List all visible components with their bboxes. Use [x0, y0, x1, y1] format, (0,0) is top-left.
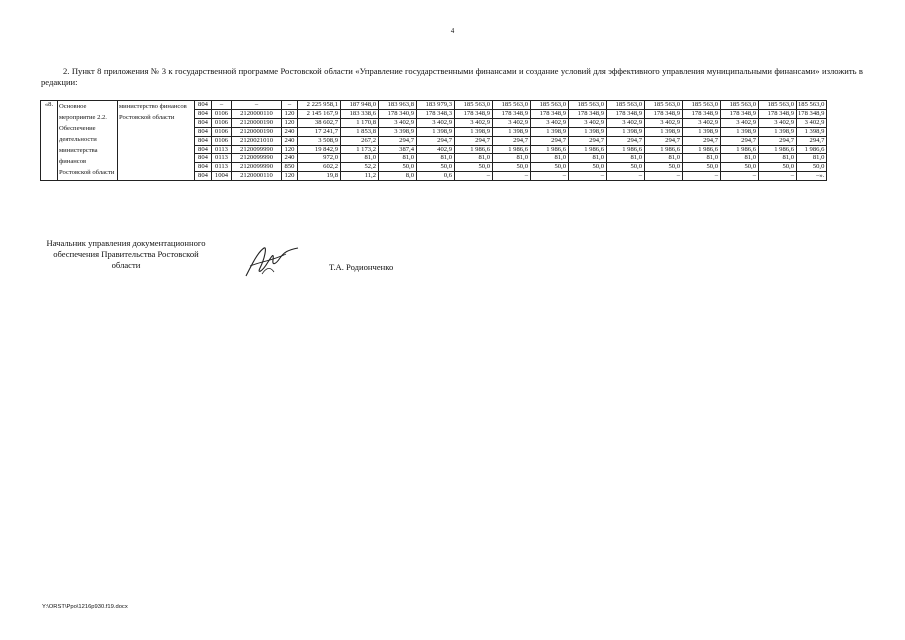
- amount-cell: 50,0: [645, 163, 683, 172]
- amount-cell: 185 563,0: [759, 101, 797, 110]
- amount-cell: –».: [797, 172, 827, 181]
- expense-type-cell: 850: [282, 163, 298, 172]
- amount-cell: 1 173,2: [341, 145, 379, 154]
- amount-cell: –: [645, 172, 683, 181]
- gr-code-cell: 804: [195, 145, 212, 154]
- amount-cell: 8,0: [379, 172, 417, 181]
- handwritten-signature: [240, 242, 302, 282]
- amount-cell: –: [721, 172, 759, 181]
- amount-cell: 1 986,6: [721, 145, 759, 154]
- target-article-cell: 2120099990: [232, 154, 282, 163]
- amount-cell: 178 348,9: [493, 109, 531, 118]
- amount-cell: 0,6: [417, 172, 455, 181]
- amount-cell: 50,0: [379, 163, 417, 172]
- amount-cell: 50,0: [493, 163, 531, 172]
- section-code-cell: 0113: [212, 154, 232, 163]
- amount-cell: 294,7: [417, 136, 455, 145]
- amount-cell: 178 348,3: [417, 109, 455, 118]
- target-article-cell: 2120000190: [232, 118, 282, 127]
- amount-cell: 1 398,9: [721, 127, 759, 136]
- amount-cell: 50,0: [417, 163, 455, 172]
- gr-code-cell: 804: [195, 127, 212, 136]
- amount-cell: 3 402,9: [645, 118, 683, 127]
- amount-cell: 3 402,9: [721, 118, 759, 127]
- amount-cell: 294,7: [721, 136, 759, 145]
- amount-cell: 972,0: [298, 154, 341, 163]
- amount-cell: 50,0: [569, 163, 607, 172]
- amount-cell: –: [683, 172, 721, 181]
- amount-cell: 1 170,8: [341, 118, 379, 127]
- target-article-cell: 2120099990: [232, 163, 282, 172]
- amount-cell: 294,7: [797, 136, 827, 145]
- executor-cell: министерство финансов Ростовской области: [118, 101, 195, 181]
- gr-code-cell: 804: [195, 136, 212, 145]
- amount-cell: –: [759, 172, 797, 181]
- section-code-cell: 1004: [212, 172, 232, 181]
- amount-cell: 2 145 167,9: [298, 109, 341, 118]
- amount-cell: 11,2: [341, 172, 379, 181]
- amount-cell: 178 348,9: [607, 109, 645, 118]
- amount-cell: 50,0: [683, 163, 721, 172]
- amount-cell: 1 986,6: [455, 145, 493, 154]
- amount-cell: 1 986,6: [759, 145, 797, 154]
- amount-cell: 81,0: [721, 154, 759, 163]
- amount-cell: 81,0: [797, 154, 827, 163]
- amount-cell: 1 398,9: [797, 127, 827, 136]
- amount-cell: 3 402,9: [455, 118, 493, 127]
- section-code-cell: 0113: [212, 145, 232, 154]
- amount-cell: 185 563,0: [531, 101, 569, 110]
- amount-cell: 50,0: [607, 163, 645, 172]
- page-number: 4: [450, 27, 455, 35]
- amount-cell: 1 986,6: [797, 145, 827, 154]
- amount-cell: 1 398,9: [455, 127, 493, 136]
- gr-code-cell: 804: [195, 172, 212, 181]
- amount-cell: 185 563,0: [683, 101, 721, 110]
- amount-cell: 3 402,9: [531, 118, 569, 127]
- amount-cell: 1 398,9: [607, 127, 645, 136]
- expense-type-cell: 120: [282, 145, 298, 154]
- amount-cell: 183 963,8: [379, 101, 417, 110]
- section-code-cell: 0106: [212, 118, 232, 127]
- event-name-cell: Основное мероприятие 2.2. Обеспечение деятельности министерства финансов Ростовской области: [58, 101, 118, 181]
- amount-cell: 178 340,9: [379, 109, 417, 118]
- amount-cell: 294,7: [569, 136, 607, 145]
- amount-cell: 50,0: [455, 163, 493, 172]
- amount-cell: 1 986,6: [607, 145, 645, 154]
- amount-cell: 81,0: [645, 154, 683, 163]
- amount-cell: 50,0: [721, 163, 759, 172]
- amount-cell: 1 986,6: [493, 145, 531, 154]
- target-article-cell: 2120099990: [232, 145, 282, 154]
- amount-cell: 52,2: [341, 163, 379, 172]
- row-number-cell: «8.: [41, 101, 58, 181]
- amount-cell: 1 986,6: [645, 145, 683, 154]
- amount-cell: 1 986,6: [569, 145, 607, 154]
- amount-cell: 50,0: [531, 163, 569, 172]
- target-article-cell: 2120000110: [232, 172, 282, 181]
- amount-cell: 19 842,9: [298, 145, 341, 154]
- amount-cell: 1 398,9: [759, 127, 797, 136]
- amount-cell: 1 398,9: [645, 127, 683, 136]
- amount-cell: 3 508,9: [298, 136, 341, 145]
- section-code-cell: –: [212, 101, 232, 110]
- amount-cell: 19,8: [298, 172, 341, 181]
- amount-cell: 294,7: [683, 136, 721, 145]
- amount-cell: 185 563,0: [455, 101, 493, 110]
- amount-cell: 178 348,9: [721, 109, 759, 118]
- amount-cell: 1 398,9: [531, 127, 569, 136]
- amount-cell: 602,2: [298, 163, 341, 172]
- amount-cell: 294,7: [455, 136, 493, 145]
- amount-cell: 3 402,9: [379, 118, 417, 127]
- table-row: [41, 101, 827, 110]
- amount-cell: 38 602,7: [298, 118, 341, 127]
- amount-cell: 185 563,0: [797, 101, 827, 110]
- amount-cell: 81,0: [569, 154, 607, 163]
- target-article-cell: 2120000190: [232, 127, 282, 136]
- section-code-cell: 0106: [212, 109, 232, 118]
- amount-cell: 1 398,9: [683, 127, 721, 136]
- gr-code-cell: 804: [195, 163, 212, 172]
- amount-cell: 3 398,9: [379, 127, 417, 136]
- amount-cell: 3 402,9: [493, 118, 531, 127]
- amount-cell: 81,0: [683, 154, 721, 163]
- amount-cell: 3 402,9: [759, 118, 797, 127]
- signer-name: Т.А. Родионченко: [329, 262, 394, 272]
- amount-cell: 1 986,6: [531, 145, 569, 154]
- amount-cell: 183 979,3: [417, 101, 455, 110]
- amount-cell: 3 402,9: [569, 118, 607, 127]
- amount-cell: 1 398,9: [417, 127, 455, 136]
- gr-code-cell: 804: [195, 154, 212, 163]
- amount-cell: 1 986,6: [683, 145, 721, 154]
- target-article-cell: 2120000110: [232, 109, 282, 118]
- amount-cell: 81,0: [607, 154, 645, 163]
- amount-cell: 81,0: [531, 154, 569, 163]
- file-path: Y:\ORST\Ppo\1216p930.f19.docx: [42, 604, 128, 610]
- expense-type-cell: 240: [282, 127, 298, 136]
- amount-cell: 3 402,9: [607, 118, 645, 127]
- amount-cell: 294,7: [531, 136, 569, 145]
- amount-cell: 81,0: [493, 154, 531, 163]
- expense-type-cell: 240: [282, 154, 298, 163]
- intro-paragraph: 2. Пункт 8 приложения № 3 к государственной программе Ростовской области «Управление государственными финансами и создание условий для эффективного управления муниципальными финансами» изложить в редакции:: [41, 66, 863, 87]
- amount-cell: –: [493, 172, 531, 181]
- amount-cell: 178 348,9: [645, 109, 683, 118]
- expense-type-cell: 120: [282, 109, 298, 118]
- amount-cell: 81,0: [455, 154, 493, 163]
- amount-cell: –: [569, 172, 607, 181]
- amount-cell: 3 402,9: [417, 118, 455, 127]
- amount-cell: 294,7: [379, 136, 417, 145]
- amount-cell: 294,7: [759, 136, 797, 145]
- gr-code-cell: 804: [195, 109, 212, 118]
- amount-cell: 50,0: [797, 163, 827, 172]
- amount-cell: 178 348,9: [455, 109, 493, 118]
- section-code-cell: 0113: [212, 163, 232, 172]
- amount-cell: 387,4: [379, 145, 417, 154]
- section-code-cell: 0106: [212, 136, 232, 145]
- amount-cell: 81,0: [379, 154, 417, 163]
- amount-cell: 178 348,9: [531, 109, 569, 118]
- amount-cell: 81,0: [759, 154, 797, 163]
- amount-cell: 3 402,9: [797, 118, 827, 127]
- amount-cell: 81,0: [341, 154, 379, 163]
- gr-code-cell: 804: [195, 101, 212, 110]
- amount-cell: 294,7: [607, 136, 645, 145]
- amount-cell: 17 241,7: [298, 127, 341, 136]
- amount-cell: 402,9: [417, 145, 455, 154]
- expense-type-cell: 120: [282, 172, 298, 181]
- amount-cell: 178 348,9: [797, 109, 827, 118]
- gr-code-cell: 804: [195, 118, 212, 127]
- amount-cell: 185 563,0: [645, 101, 683, 110]
- finance-table: [40, 100, 827, 181]
- amount-cell: 185 563,0: [569, 101, 607, 110]
- amount-cell: 1 398,9: [569, 127, 607, 136]
- amount-cell: 178 348,9: [759, 109, 797, 118]
- amount-cell: 187 948,0: [341, 101, 379, 110]
- amount-cell: 294,7: [645, 136, 683, 145]
- amount-cell: 267,2: [341, 136, 379, 145]
- amount-cell: 294,7: [493, 136, 531, 145]
- amount-cell: 178 348,9: [569, 109, 607, 118]
- amount-cell: 183 338,6: [341, 109, 379, 118]
- target-article-cell: –: [232, 101, 282, 110]
- amount-cell: 185 563,0: [721, 101, 759, 110]
- signature-title: Начальник управления документационного обеспечения Правительства Ростовской области: [46, 238, 206, 270]
- expense-type-cell: 120: [282, 118, 298, 127]
- amount-cell: 1 853,8: [341, 127, 379, 136]
- amount-cell: 81,0: [417, 154, 455, 163]
- amount-cell: 178 348,9: [683, 109, 721, 118]
- amount-cell: 2 225 958,1: [298, 101, 341, 110]
- amount-cell: –: [531, 172, 569, 181]
- target-article-cell: 2120021010: [232, 136, 282, 145]
- expense-type-cell: 240: [282, 136, 298, 145]
- amount-cell: 3 402,9: [683, 118, 721, 127]
- amount-cell: –: [607, 172, 645, 181]
- amount-cell: 1 398,9: [493, 127, 531, 136]
- amount-cell: 50,0: [759, 163, 797, 172]
- amount-cell: 185 563,0: [493, 101, 531, 110]
- amount-cell: 185 563,0: [607, 101, 645, 110]
- expense-type-cell: –: [282, 101, 298, 110]
- section-code-cell: 0106: [212, 127, 232, 136]
- amount-cell: –: [455, 172, 493, 181]
